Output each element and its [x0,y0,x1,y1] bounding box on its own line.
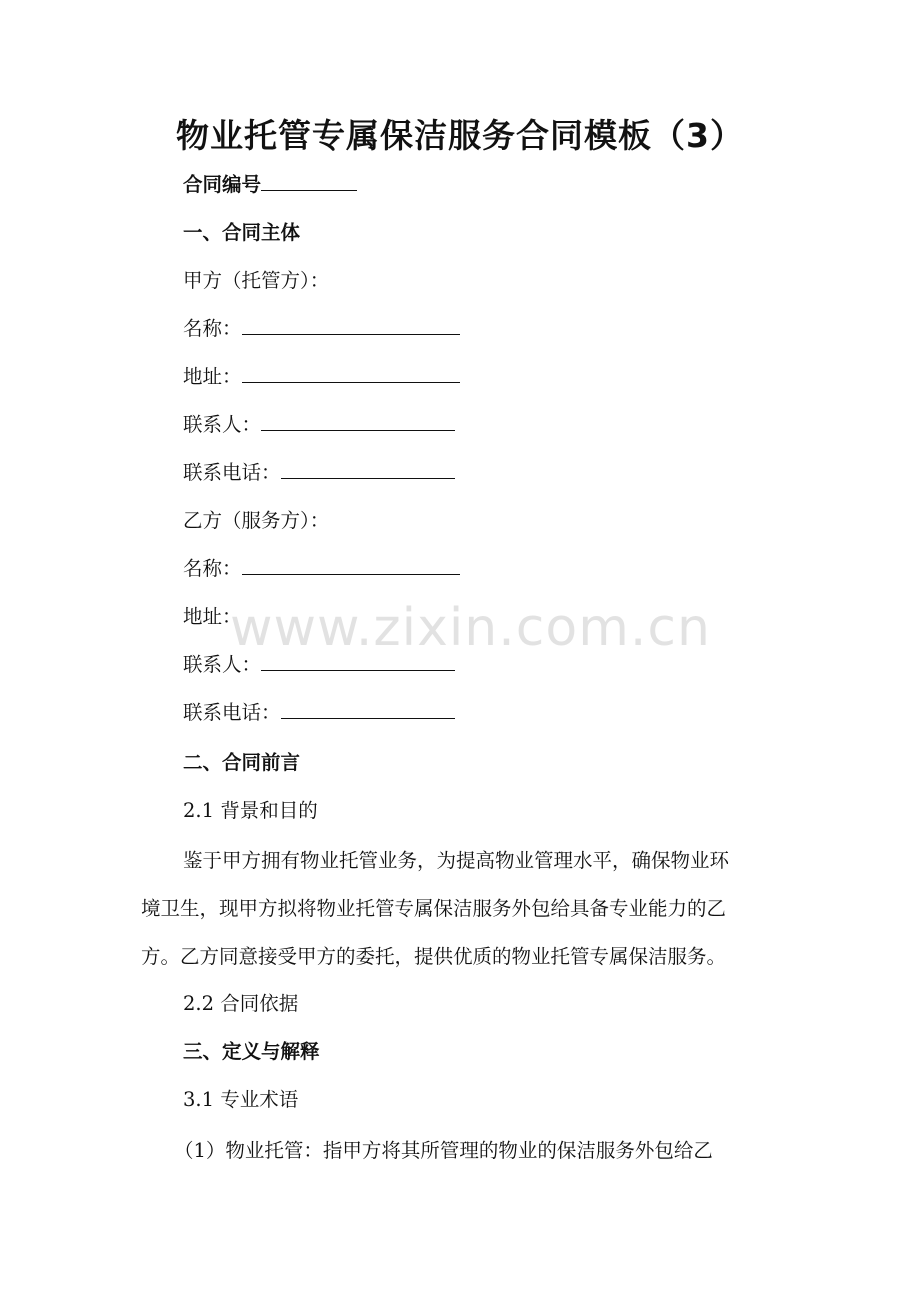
party-a-name-label: 名称： [183,317,242,340]
document-title: 物业托管专属保洁服务合同模板（3） [176,116,744,155]
party-a-label: 甲方（托管方）： [183,269,330,292]
party-a-address-label: 地址： [183,365,242,388]
party-a-address-line [183,363,460,391]
party-a-phone-line [183,459,455,487]
section-2-paragraph-line-1: 鉴于甲方拥有物业托管业务，为提高物业管理水平，确保物业环 [183,849,730,872]
party-a-address-blank[interactable] [242,364,460,383]
party-b-name-label: 名称： [183,557,242,580]
section-1-heading: 一、合同主体 [183,221,301,244]
section-2-1-heading: 2.1 背景和目的 [183,799,318,822]
contract-number-blank[interactable] [261,172,357,191]
section-3-1-heading: 3.1 专业术语 [183,1088,299,1111]
party-b-address-line [183,603,242,631]
party-a-name-blank[interactable] [242,316,460,335]
party-b-contact-label: 联系人： [183,653,262,676]
section-3-heading: 三、定义与解释 [183,1040,320,1063]
party-b-address-label: 地址： [183,605,242,628]
party-a-contact-label: 联系人： [183,413,262,436]
party-b-phone-blank[interactable] [281,700,455,719]
party-b-label: 乙方（服务方）： [183,509,330,532]
section-2-heading: 二、合同前言 [183,751,301,774]
contract-number-label: 合同编号 [183,173,262,196]
party-b-name-line [183,555,460,583]
section-3-item-1: （1）物业托管：指甲方将其所管理的物业的保洁服务外包给乙 [174,1139,713,1162]
party-a-phone-blank[interactable] [281,460,455,479]
party-b-phone-label: 联系电话： [183,701,281,724]
watermark-text: www.zixin.com.cn [230,598,711,658]
contract-number-line [183,171,357,199]
party-a-phone-label: 联系电话： [183,461,281,484]
section-2-paragraph-line-3: 方。乙方同意接受甲方的委托，提供优质的物业托管专属保洁服务。 [141,945,727,968]
party-a-contact-blank[interactable] [261,412,455,431]
party-b-contact-blank[interactable] [261,652,455,671]
party-a-contact-line [183,411,455,439]
section-2-2-heading: 2.2 合同依据 [183,992,299,1015]
section-2-paragraph-line-2: 境卫生，现甲方拟将物业托管专属保洁服务外包给具备专业能力的乙 [141,897,727,920]
party-b-contact-line [183,651,455,679]
party-a-name-line [183,315,460,343]
party-b-name-blank[interactable] [242,556,460,575]
party-b-phone-line [183,699,455,727]
